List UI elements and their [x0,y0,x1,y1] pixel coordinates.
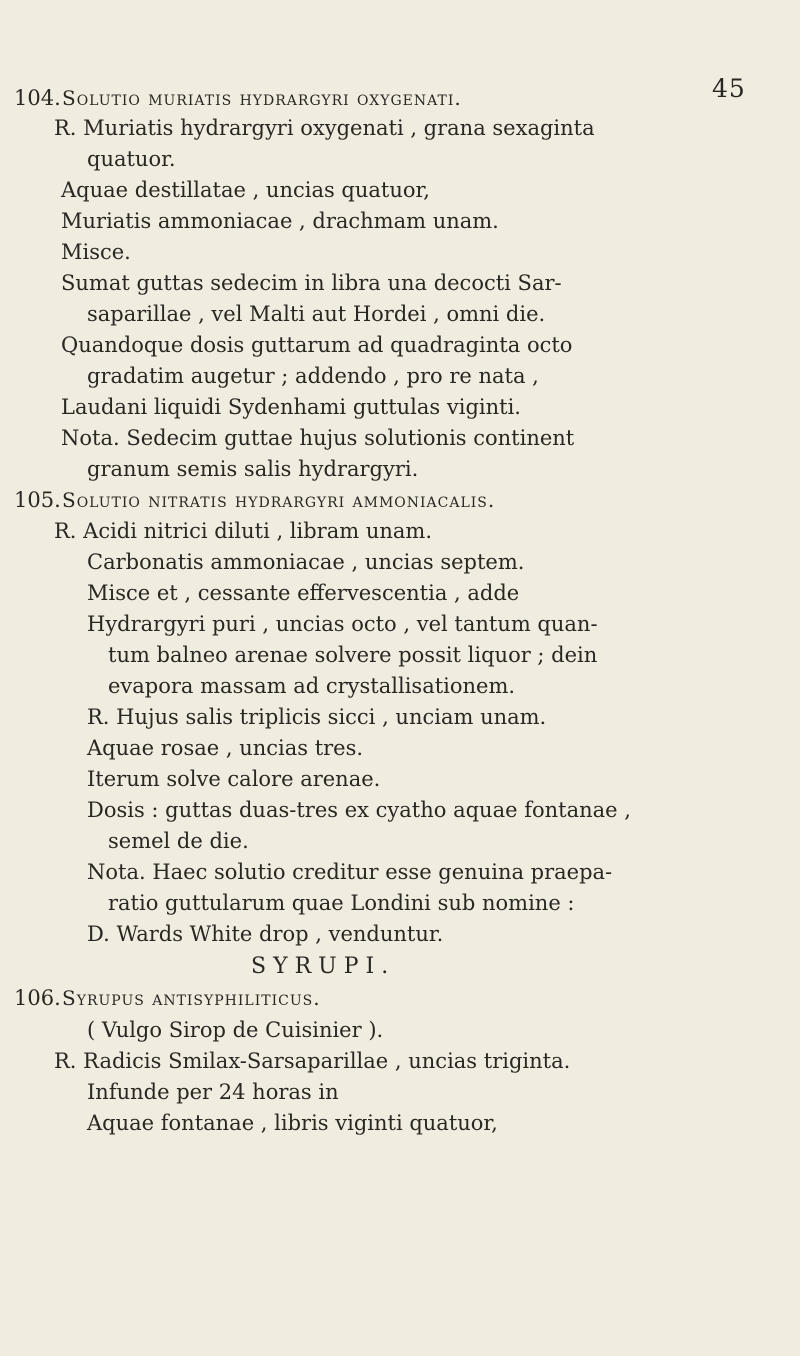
dosis-line: Dosis : guttas duas-tres ex cyatho aquae fontanae , [87,798,631,822]
nota-line: Nota. Haec solutio creditur esse genuina praepa- [87,860,613,884]
text-line: Sumat guttas sedecim in libra una decocti Sar- [61,271,562,295]
text-line: Hydrargyri puri , uncias octo , vel tantum quan- [87,612,598,636]
text-line: ( Vulgo Sirop de Cuisinier ). [87,1018,384,1042]
section-title: Syrupus antisyphiliticus. [62,986,321,1010]
text-line: ratio guttularum quae Londini sub nomine : [108,891,575,915]
section-number: 105. [14,488,61,512]
text-line: Muriatis ammoniacae , drachmam unam. [61,209,499,233]
text-line: Carbonatis ammoniacae , uncias septem. [87,550,525,574]
text-line: Quandoque dosis guttarum ad quadraginta octo [61,333,573,357]
text-line: semel de die. [108,829,249,853]
text-line: R. Radicis Smilax-Sarsaparillae , uncias triginta. [54,1049,571,1073]
section-number: 104. [14,86,61,110]
text-line: Misce et , cessante effervescentia , adde [87,581,520,605]
text-line: saparillae , vel Malti aut Hordei , omni die. [87,302,546,326]
text-line: granum semis salis hydrargyri. [87,457,419,481]
section-number: 106. [14,986,61,1010]
text-line: R. Muriatis hydrargyri oxygenati , grana sexaginta [54,116,595,140]
section-title: Solutio nitratis hydrargyri ammoniacalis. [62,488,496,512]
text-line: Laudani liquidi Sydenhami guttulas viginti. [61,395,521,419]
text-line: Misce. [61,240,131,264]
text-line: Iterum solve calore arenae. [87,767,381,791]
nota-line: Nota. Sedecim guttae hujus solutionis continent [61,426,575,450]
syrupi-heading: SYRUPI. [251,954,396,979]
text-line: R. Hujus salis triplicis sicci , unciam unam. [87,705,547,729]
text-line: quatuor. [87,147,176,171]
text-line: D. Wards White drop , venduntur. [87,922,444,946]
text-line: Infunde per 24 horas in [87,1080,339,1104]
text-line: evapora massam ad crystallisationem. [108,674,516,698]
page-number: 45 [712,74,746,103]
section-title: Solutio muriatis hydrargyri oxygenati. [62,86,462,110]
text-line: Aquae fontanae , libris viginti quatuor, [87,1111,498,1135]
text-line: R. Acidi nitrici diluti , libram unam. [54,519,432,543]
text-line: tum balneo arenae solvere possit liquor ; dein [108,643,598,667]
text-line: Aquae destillatae , uncias quatuor, [61,178,430,202]
text-line: gradatim augetur ; addendo , pro re nata , [87,364,539,388]
text-line: Aquae rosae , uncias tres. [87,736,364,760]
